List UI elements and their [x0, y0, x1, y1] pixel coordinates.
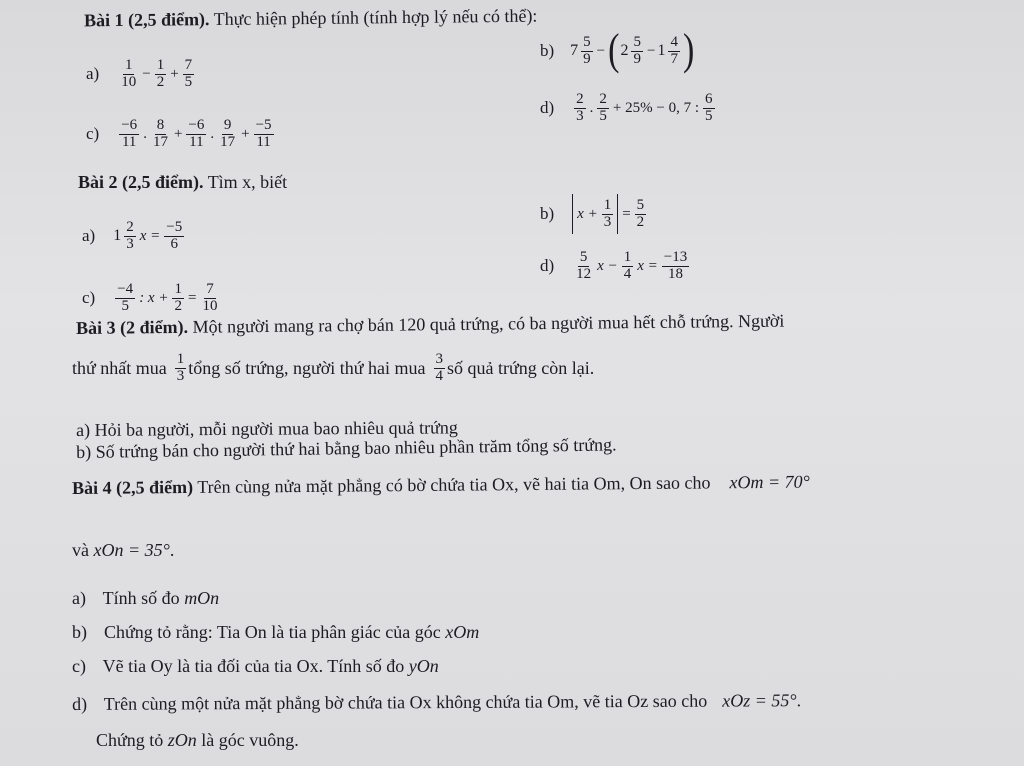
- fraction: $\frac{6}{5}$: [705, 91, 713, 124]
- bai3-line2b: tổng số trứng, người thứ hai mua: [188, 357, 426, 378]
- bai3-line1: [76, 311, 784, 339]
- bai3-b: b) Số trứng bán cho người thứ hai bằng bao nhiêu phần trăm tổng số trứng.: [76, 434, 617, 462]
- bai3-line2: [72, 352, 594, 385]
- bai1-d-label: d): [540, 98, 555, 118]
- abs-bar-left: [572, 194, 573, 234]
- fraction: $\frac{7}{5}$: [184, 57, 193, 90]
- fraction: $\frac{-6}{11}$: [121, 117, 138, 150]
- bai4-line1: [72, 472, 810, 499]
- bai4-a: [72, 588, 219, 609]
- bai4-d-text: Trên cùng một nửa mặt phẳng bờ chứa tia Ox không chứa tia Om, vẽ tia Oz sao cho: [103, 690, 708, 714]
- bai4-c: [72, 656, 439, 677]
- bai4-b: [72, 622, 479, 643]
- bai4-d-label: d): [72, 693, 88, 714]
- bai4-title: Bài 4 (2,5 điểm): [72, 476, 194, 498]
- bai2-d: d) $\frac{5}{12}$ x − $\frac{1}{4}$ x = $\frac{-13}{18}$: [540, 249, 688, 282]
- fraction: $\frac{5}{9}$: [583, 33, 591, 67]
- fraction: $\frac{8}{17}$: [152, 117, 168, 150]
- bai1-b: b) 7 $\frac{5}{9}$ − ( 2 $\frac{5}{9}$ − 1 $\frac{4}{7}$ ): [540, 26, 695, 75]
- bai4-angle2: xOn = 35°: [93, 540, 170, 560]
- bai2-a: a) 1 $\frac{2}{3}$ x = $\frac{-5}{6}$: [82, 219, 183, 252]
- bai1-desc: Thực hiện phép tính (tính hợp lý nếu có thể):: [213, 5, 538, 30]
- fraction: $\frac{2}{3}$: [126, 219, 134, 252]
- bai2-b: b) x + $\frac{1}{3}$ = $\frac{5}{2}$: [540, 194, 648, 234]
- fraction: $\frac{-5}{6}$: [166, 219, 183, 252]
- bai1-b-label: b): [540, 41, 555, 60]
- bai4-b-text: Chứng tỏ rằng: Tia On là tia phân giác của góc: [104, 622, 441, 642]
- bai2-c-label: c): [82, 288, 96, 308]
- bai4-a-label: a): [72, 588, 86, 608]
- fraction: $\frac{1}{3}$: [603, 196, 612, 230]
- fraction: $\frac{2}{5}$: [599, 91, 607, 124]
- fraction: $\frac{5}{2}$: [636, 196, 645, 230]
- fraction: $\frac{2}{3}$: [576, 91, 584, 124]
- bai2-heading: [78, 172, 287, 193]
- fraction: $\frac{-4}{5}$: [117, 281, 134, 314]
- fraction: $\frac{5}{9}$: [633, 33, 641, 67]
- bai1-a: a) $\frac{1}{10}$ − $\frac{1}{2}$ + $\frac{7}{5}$: [86, 57, 193, 90]
- bai4-c-text: Vẽ tia Oy là tia đối của tia Ox. Tính số đo: [102, 656, 405, 676]
- bai4-a-text: Tính số đo: [102, 588, 180, 608]
- fraction: $\frac{4}{7}$: [670, 33, 678, 67]
- bai1-c-label: c): [86, 124, 100, 144]
- fraction: $\frac{1}{4}$: [623, 249, 632, 282]
- bai4-c-label: c): [72, 656, 86, 676]
- bai3-line1-text: Một người mang ra chợ bán 120 quả trứng, có ba người mua hết chỗ trứng. Người: [192, 310, 785, 337]
- bai1-a-label: a): [86, 64, 100, 84]
- bai4-d2-text2: là góc vuông.: [201, 730, 299, 750]
- fraction: $\frac{5}{12}$: [576, 249, 592, 282]
- bai4-d2-text1: Chứng tỏ: [96, 730, 164, 750]
- bai4-line2b: .: [169, 540, 175, 560]
- fraction: $\frac{1}{2}$: [156, 57, 165, 90]
- bai4-line2a: và: [72, 540, 89, 560]
- bai4-line1-text: Trên cùng nửa mặt phẳng có bờ chứa tia Ox, vẽ hai tia Om, On sao cho: [197, 472, 711, 497]
- bai4-b-label: b): [72, 622, 87, 642]
- fraction: $\frac{-5}{11}$: [255, 117, 272, 150]
- bai2-desc: Tìm x, biết: [207, 172, 288, 192]
- fraction: $\frac{1}{3}$: [176, 351, 185, 384]
- bai2-d-label: d): [540, 256, 555, 276]
- fraction: $\frac{3}{4}$: [435, 351, 444, 384]
- fraction: $\frac{-13}{18}$: [663, 249, 688, 282]
- bai2-title: Bài 2 (2,5 điểm).: [78, 172, 204, 192]
- fraction: $\frac{1}{2}$: [174, 281, 182, 314]
- bai4-line2: [72, 540, 174, 561]
- bai1-d: d) $\frac{2}{3}$ . $\frac{2}{5}$ + 25% − 0, 7 : $\frac{6}{5}$: [540, 91, 713, 124]
- fraction: $\frac{-6}{11}$: [188, 117, 205, 150]
- right-paren: ): [682, 26, 695, 75]
- bai1-c: c) $\frac{-6}{11}$ . $\frac{8}{17}$ + $\frac{-6}{11}$ . $\frac{9}{17}$ + $\frac{-5}{11}$: [86, 117, 272, 150]
- fraction: $\frac{1}{10}$: [121, 57, 137, 90]
- bai4-d-end: .: [796, 690, 802, 711]
- bai4-c-math: yOn: [408, 656, 439, 676]
- bai2-c: c) $\frac{-4}{5}$ : x + $\frac{1}{2}$ = $\frac{7}{10}$: [82, 281, 218, 314]
- bai4-d2-math: zOn: [167, 730, 197, 750]
- fraction: $\frac{7}{10}$: [202, 281, 218, 314]
- bai4-d-math: xOz = 55°: [722, 690, 797, 711]
- bai3-line2c: số quả trứng còn lại.: [447, 357, 595, 378]
- abs-bar-right: [617, 194, 618, 234]
- bai2-b-label: b): [540, 204, 555, 223]
- bai1-heading: [84, 6, 538, 32]
- bai3-title: Bài 3 (2 điểm).: [76, 316, 189, 338]
- left-paren: (: [608, 26, 620, 75]
- bai4-d: [72, 690, 801, 715]
- bai3-a: a) Hỏi ba người, mỗi người mua bao nhiêu quả trứng: [76, 417, 458, 440]
- bai2-a-label: a): [82, 226, 96, 246]
- bai4-d2: [96, 730, 299, 751]
- bai1-title: Bài 1 (2,5 điểm).: [83, 9, 210, 31]
- bai4-angle1: xOm = 70°: [729, 471, 810, 493]
- bai4-a-math: mOn: [184, 588, 220, 608]
- bai3-line2a: thứ nhất mua: [72, 357, 167, 378]
- fraction: $\frac{9}{17}$: [220, 117, 236, 150]
- bai4-b-math: xOm: [445, 622, 480, 642]
